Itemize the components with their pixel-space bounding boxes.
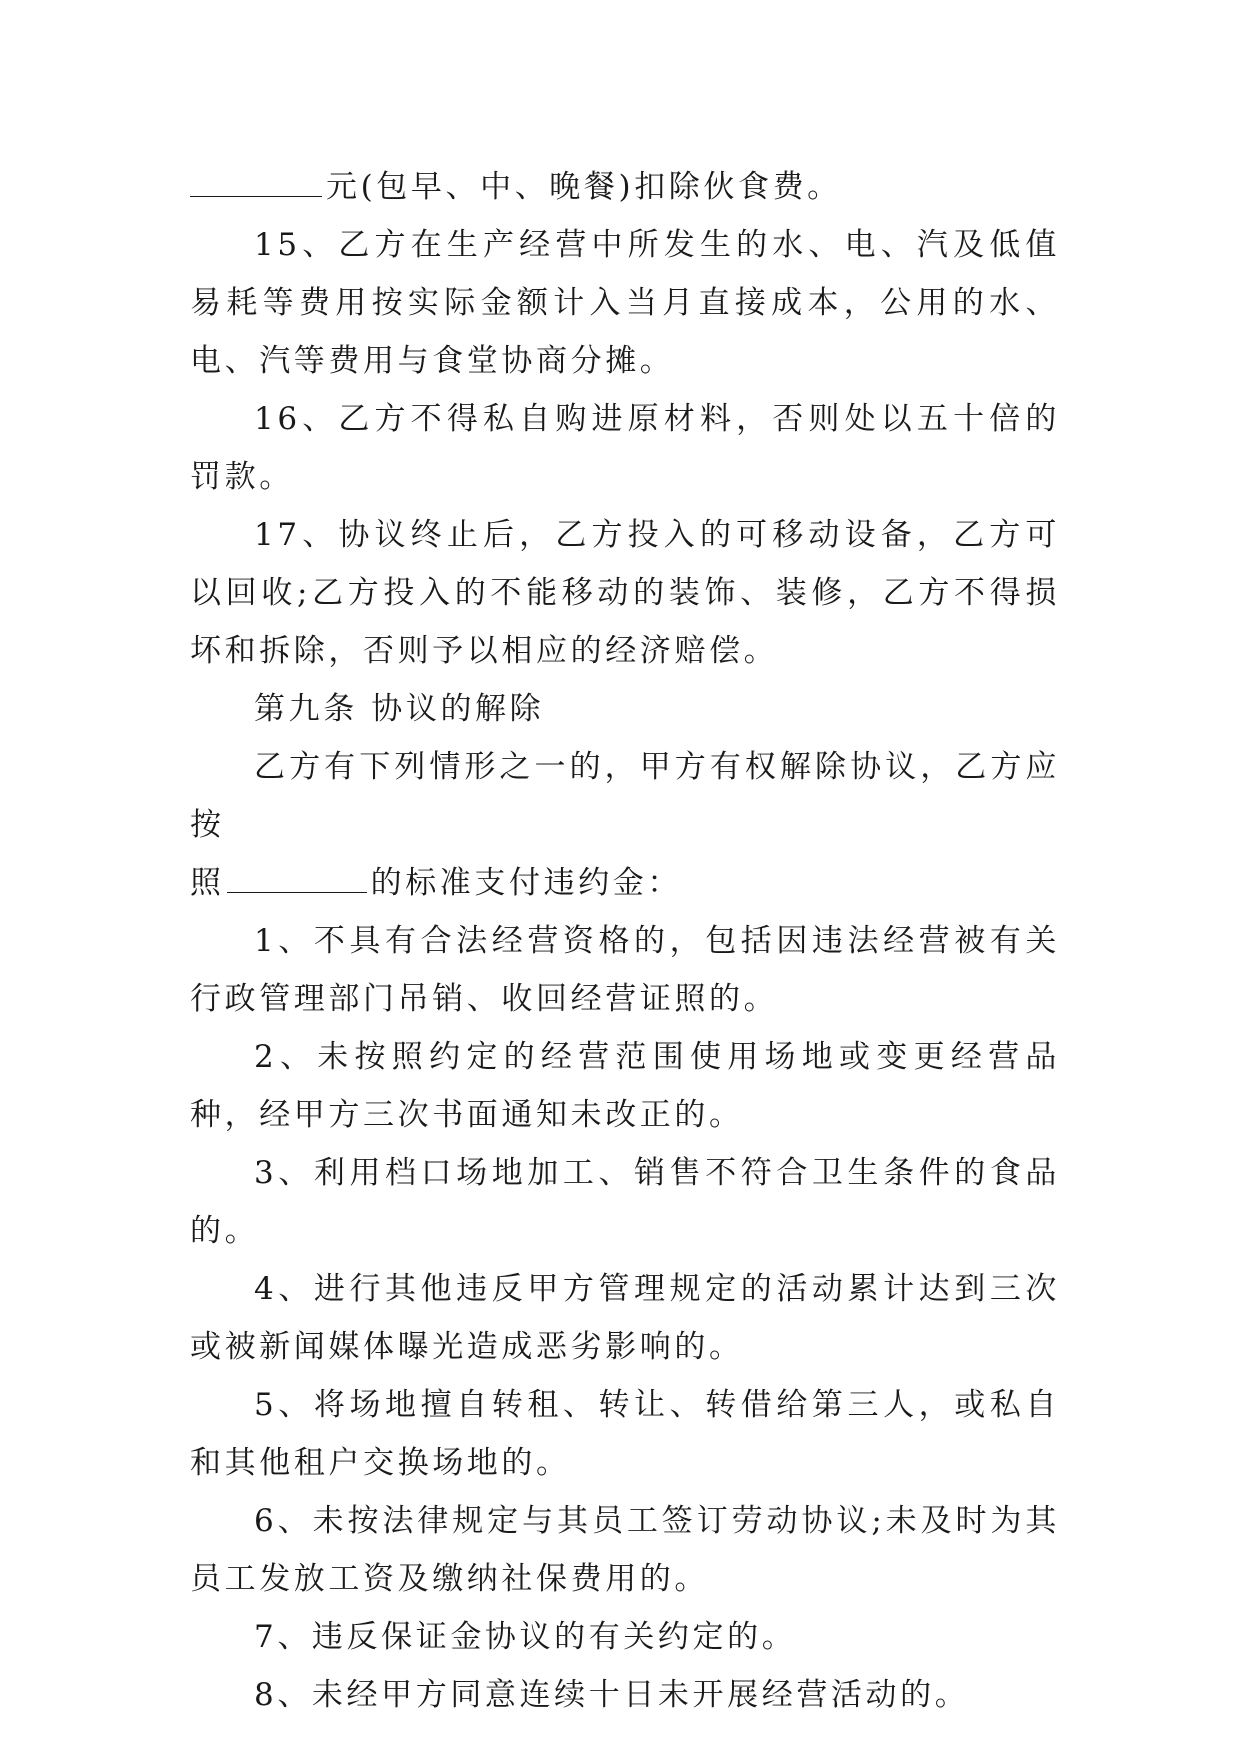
clause-16: 16、乙方不得私自购进原材料，否则处以五十倍的罚款。 [190, 401, 1060, 495]
penalty-prefix: 照 [190, 865, 225, 901]
penalty-suffix: 的标准支付违约金： [370, 865, 683, 901]
list-item: 3、利用档口场地加工、销售不符合卫生条件的食品的。 [190, 1155, 1060, 1249]
list-item: 7、违反保证金协议的有关约定的。 [254, 1619, 797, 1655]
list-item: 2、未按照约定的经营范围使用场地或变更经营品种，经甲方三次书面通知未改正的。 [190, 1039, 1060, 1133]
fill-in-blank[interactable] [227, 866, 367, 893]
list-item: 6、未按法律规定与其员工签订劳动协议;未及时为其员工发放工资及缴纳社保费用的。 [190, 1503, 1060, 1597]
list-item: 8、未经甲方同意连续十日未开展经营活动的。 [254, 1677, 970, 1713]
fill-in-blank[interactable] [190, 170, 322, 197]
penalty-line [190, 854, 1060, 912]
list-item: 1、不具有合法经营资格的，包括因违法经营被有关行政管理部门吊销、收回经营证照的。 [190, 923, 1060, 1017]
list-item: 4、进行其他违反甲方管理规定的活动累计达到三次或被新闻媒体曝光造成恶劣影响的。 [190, 1271, 1060, 1365]
section-heading: 第九条 协议的解除 [254, 691, 545, 727]
termination-intro: 乙方有下列情形之一的，甲方有权解除协议，乙方应按 [190, 749, 1060, 843]
paragraph-meal-fee [190, 158, 1060, 216]
clause-15: 15、乙方在生产经营中所发生的水、电、汽及低值易耗等费用按实际金额计入当月直接成本，公用的水、电、汽等费用与食堂协商分摊。 [190, 227, 1060, 379]
clause-17: 17、协议终止后，乙方投入的可移动设备，乙方可以回收;乙方投入的不能移动的装饰、装修，乙方不得损坏和拆除，否则予以相应的经济赔偿。 [190, 517, 1060, 669]
meal-fee-text: 元(包早、中、晚餐)扣除伙食费。 [326, 169, 842, 205]
list-item: 5、将场地擅自转租、转让、转借给第三人，或私自和其他租户交换场地的。 [190, 1387, 1060, 1481]
document-body [190, 158, 1060, 1724]
